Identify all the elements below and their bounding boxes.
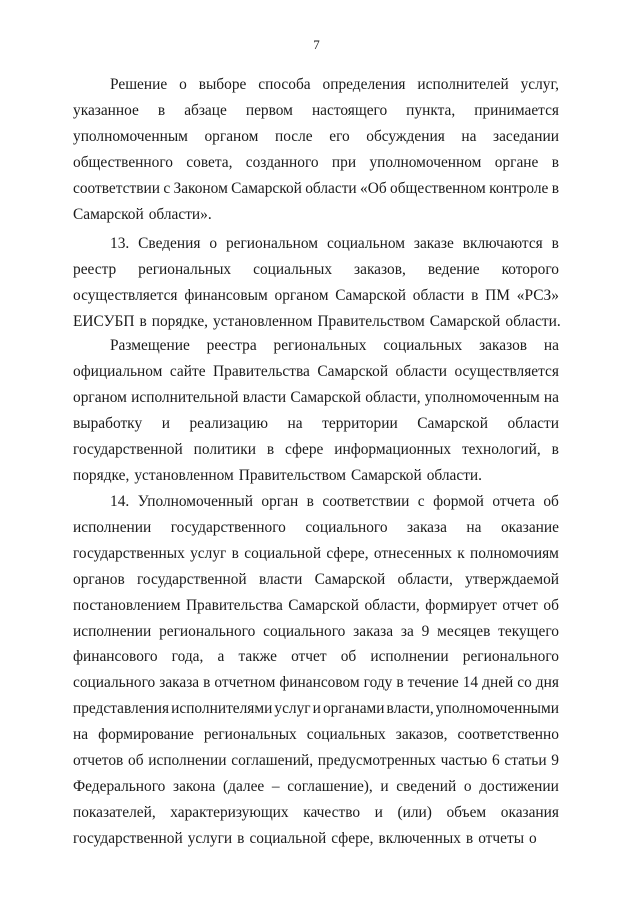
text-line: официальном сайте Правительства Самарской области осуществляется (73, 362, 559, 380)
text-line: Самарской области». (73, 205, 212, 223)
text-line: общественного совета, созданного при уполномоченном органе в (73, 153, 559, 171)
text-line: отчетов об исполнении соглашений, предусмотренных частью 6 статьи 9 (73, 752, 559, 769)
text-line: выработку и реализацию на территории Самарской области (73, 414, 559, 432)
text-line: уполномоченным органом после его обсуждения на заседании (73, 127, 559, 145)
text-line: на формирование региональных социальных заказов, соответственно (73, 726, 559, 744)
text-line: органов государственной власти Самарской области, утверждаемой (73, 570, 559, 588)
text-line: государственной услуги в социальной сфере, включенных в отчеты о (73, 829, 537, 847)
text-line: государственных услуг в социальной сфере, отнесенных к полномочиям (73, 544, 559, 562)
text-line: постановлением Правительства Самарской области, формирует отчет об (73, 596, 559, 614)
text-line: государственной политики в сфере информационных технологий, в (73, 440, 559, 458)
text-line: ЕИСУБП в порядке, установленном Правительством Самарской области. (73, 312, 561, 330)
text-line: Федерального закона (далее – соглашение), и сведений о достижении (73, 777, 559, 795)
text-line: Решение о выборе способа определения исполнителей услуг, (110, 76, 559, 93)
text-line: социального заказа в отчетном финансовом году в течение 14 дней со дня (73, 674, 559, 692)
text-line: 14. Уполномоченный орган в соответствии с формой отчета об (110, 493, 559, 510)
page-number: 7 (313, 37, 320, 52)
text-line: финансового года, а также отчет об исполнении регионального (73, 648, 559, 666)
text-line: исполнении государственного социального заказа на оказание (73, 518, 559, 536)
text-line: органом исполнительной власти Самарской области, уполномоченным на (73, 388, 559, 406)
text-line: соответствии с Законом Самарской области «Об общественном контроле в (73, 179, 559, 197)
text-line: Размещение реестра региональных социальных заказов на (110, 337, 559, 354)
text-line: порядке, установленном Правительством Самарской области. (73, 466, 482, 484)
text-line: исполнении регионального социального заказа за 9 месяцев текущего (73, 622, 559, 640)
text-line: 13. Сведения о региональном социальном заказе включаются в (110, 235, 559, 252)
text-line: показателей, характеризующих качество и (или) объем оказания (73, 803, 559, 821)
text-line: указанное в абзаце первом настоящего пункта, принимается (73, 101, 559, 119)
text-line: осуществляется финансовым органом Самарской области в ПМ «РСЗ» (73, 286, 559, 304)
text-line: реестр региональных социальных заказов, ведение которого (73, 260, 559, 278)
text-line: представления исполнителями услуг и органами власти, уполномоченными (73, 700, 559, 718)
